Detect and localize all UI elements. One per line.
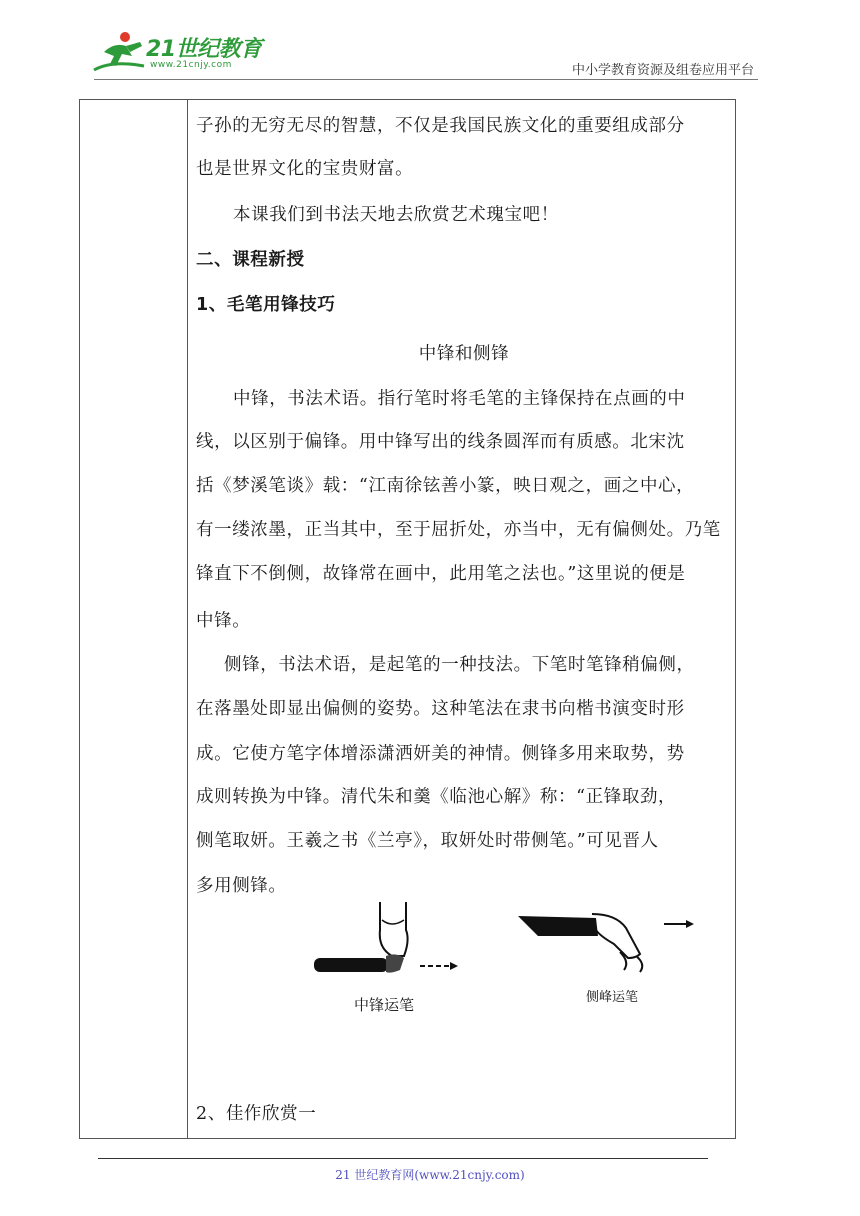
paragraph-line: 侧笔取妍。王羲之书《兰亭》，取妍处时带侧笔。”可见晋人 [196, 831, 659, 851]
section-title: 二、课程新授 [196, 250, 305, 270]
zhongfeng-brush-drawing [300, 900, 720, 990]
logo-url: www.21cnjy.com [150, 60, 232, 70]
paragraph-line: 在落墨处即显出偏侧的姿势。这种笔法在隶书向楷书演变时形 [196, 699, 685, 719]
paragraph-line: 成。它使方笔字体增添潇洒妍美的神情。侧锋多用来取势，势 [196, 744, 685, 764]
text-line: 也是世界文化的宝贵财富。 [196, 159, 414, 179]
brush-technique-figure [300, 900, 720, 1030]
platform-name: 中小学教育资源及组卷应用平台 [571, 63, 754, 78]
text-line: 本课我们到书法天地去欣赏艺术瑰宝吧！ [233, 205, 559, 225]
table-left-cell [80, 100, 188, 1138]
paragraph-line: 多用侧锋。 [196, 876, 287, 896]
paragraph-line: 中锋。 [196, 611, 251, 631]
footer-divider [98, 1158, 708, 1159]
logo-text: 21世纪教育 [146, 37, 262, 62]
page-header [0, 0, 860, 80]
paragraph-line: 线，以区别于偏锋。用中锋写出的线条圆浑而有质感。北宋沈 [196, 432, 685, 452]
paragraph-line: 括《梦溪笔谈》载：“江南徐铉善小篆，映日观之，画之中心， [196, 476, 695, 496]
subsection-title: 1、毛笔用锋技巧 [196, 295, 336, 315]
figure-label-left: 中锋运笔 [354, 996, 415, 1014]
footer-link[interactable]: 21 世纪教育网(www.21cnjy.com) [335, 1168, 525, 1182]
paragraph-line: 成则转换为中锋。清代朱和羹《临池心解》称：“正锋取劲， [196, 787, 677, 807]
center-title: 中锋和侧锋 [418, 344, 510, 364]
figure-label-right: 侧峰运笔 [586, 990, 639, 1005]
paragraph-line: 中锋，书法术语。指行笔时将毛笔的主锋保持在点画的中 [233, 389, 686, 409]
header-divider [94, 79, 758, 80]
paragraph-line: 锋直下不倒侧，故锋常在画中，此用笔之法也。”这里说的便是 [196, 564, 686, 584]
runner-icon [92, 30, 148, 76]
site-logo[interactable] [92, 30, 262, 78]
subsection-title: 2、佳作欣赏一 [196, 1104, 317, 1124]
text-line: 子孙的无穷无尽的智慧，不仅是我国民族文化的重要组成部分 [196, 116, 685, 136]
paragraph-line: 有一缕浓墨，正当其中，至于屈折处，亦当中，无有偏侧处。乃笔 [196, 520, 721, 540]
paragraph-line: 侧锋，书法术语，是起笔的一种技法。下笔时笔锋稍偏侧， [224, 655, 695, 675]
